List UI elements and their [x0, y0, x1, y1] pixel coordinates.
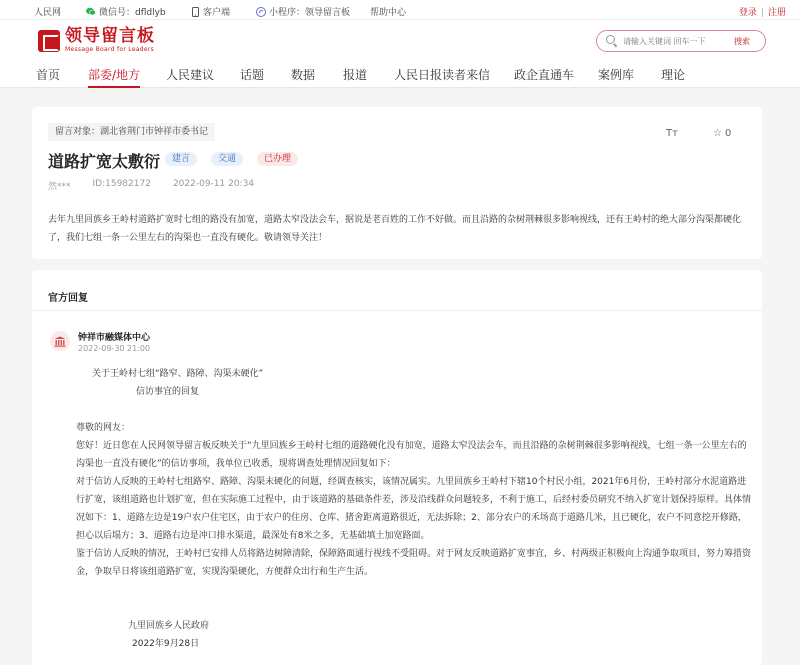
- message-target[interactable]: 留言对象：湖北省荆门市钟祥市委书记: [48, 123, 215, 141]
- help-label: 帮助中心: [370, 8, 407, 18]
- spacer: [76, 401, 752, 419]
- nav-readers-letters[interactable]: 人民日报读者来信: [394, 68, 491, 82]
- logo[interactable]: [38, 28, 155, 53]
- register-link[interactable]: 注册: [767, 8, 786, 18]
- logo-subtitle: Message Board for Leaders: [65, 46, 155, 53]
- reply-heading-line1: 关于王岭村七组“路窄、路障、沟渠未硬化”: [92, 369, 264, 379]
- wechat-icon: [86, 7, 96, 17]
- message-card: [32, 107, 762, 259]
- header: [0, 20, 800, 62]
- star-icon: ☆: [713, 128, 722, 139]
- search-box: [596, 30, 766, 52]
- logo-text: [65, 28, 155, 53]
- divider: [32, 310, 762, 311]
- reply-heading-line2: 信访事宜的回复: [136, 387, 200, 397]
- message-id: ID:15982172: [92, 179, 151, 189]
- reply-greeting: 尊敬的网友：: [76, 423, 131, 433]
- search-icon: [605, 34, 619, 48]
- government-building-icon: [50, 331, 70, 351]
- wechat-link[interactable]: [86, 5, 166, 18]
- site-link[interactable]: [34, 5, 61, 18]
- nav-theory[interactable]: 理论: [661, 68, 686, 82]
- main-nav: [0, 62, 800, 88]
- badge-status: 已办理: [257, 152, 298, 166]
- client-link[interactable]: [190, 5, 230, 18]
- message-date: 2022-09-11 20:34: [172, 179, 255, 189]
- reply-paragraph-1: 您好！近日您在人民网领导留言板反映关于“九里回族乡王岭村七组的道路硬化没有加宽，道路太窄没法会车，而且沿路的杂树荆棘很多影响视线，七组一条一公里左右的沟渠也一直没有硬化”的信访事项，我单位已收悉，现将调查处理情况回复如下：: [76, 441, 747, 469]
- nav-data[interactable]: 数据: [291, 68, 316, 82]
- nav-home[interactable]: 首页: [36, 68, 61, 82]
- like-count: 0: [724, 128, 732, 139]
- like-button[interactable]: [713, 128, 731, 139]
- nav-reports[interactable]: 报道: [343, 68, 368, 82]
- auth-separator: |: [760, 8, 764, 18]
- nav-people-suggestions[interactable]: 人民建议: [166, 68, 215, 82]
- font-size-button[interactable]: Tт: [666, 128, 678, 139]
- site-label: 人民网: [34, 8, 62, 18]
- client-label: 客户端: [203, 8, 231, 18]
- miniprogram-icon: [256, 7, 266, 17]
- badge-type: 建言: [165, 152, 197, 166]
- logo-icon: [38, 30, 60, 52]
- message-author: 然***: [48, 182, 71, 192]
- message-content: 去年九里回族乡王岭村道路扩宽时七组的路没有加宽，道路太窄没法会车，据说是老百姓的工作不好做。而且沿路的杂树荆棘很多影响视线，还有王岭村的绝大部分沟渠都硬化了，我们七组一条一公里左右的沟渠也一直没有硬化。敬请领导关注！: [48, 215, 742, 243]
- search-button[interactable]: 搜索: [734, 36, 750, 46]
- reply-paragraph-2: 对于信访人反映的王岭村七组路窄、路障、沟渠未硬化的问题，经调查核实，该情况属实。九里回族乡王岭村下辖10个村民小组，2021年6月份，王岭村部分水泥道路进行扩宽，该组道路也计划扩宽，但在实际施工过程中，由于该道路的基础条件差，涉及沿线群众问题较多，不利于施工，后经村委员研究不纳入扩宽计划保持原样。具体情况如下：1、道路左边是19户农户住宅区，由于农户的住房、仓库、猪舍距离道路很近，无法拆除；2、部分农户的禾场高于道路几米，且已硬化，农户不同意挖开修路，担心以后塌方；3、道路右边是冲口排水渠道，最深处有8米之多，无基础填土加宽路面。: [76, 477, 752, 541]
- login-link[interactable]: 登录: [738, 8, 757, 18]
- nav-enterprise-channel[interactable]: 政企直通车: [514, 68, 575, 82]
- reply-time: 2022-09-30 21:00: [78, 344, 151, 353]
- phone-icon: [190, 7, 200, 17]
- message-meta: [48, 179, 254, 192]
- wechat-label: 微信号：dfldlyb: [99, 8, 166, 18]
- miniprogram-label: 小程序：领导留言板: [269, 8, 351, 18]
- spacer: [76, 581, 752, 599]
- message-badges: [165, 152, 298, 166]
- miniprogram-link[interactable]: [256, 5, 350, 18]
- top-bar: [0, 0, 800, 20]
- nav-ministries-local[interactable]: 部委/地方: [88, 66, 140, 88]
- search-input[interactable]: [623, 37, 728, 46]
- message-title: 道路扩宽太敷衍: [48, 152, 161, 171]
- badge-category: 交通: [211, 152, 243, 166]
- section-title: 官方回复: [48, 293, 88, 304]
- logo-title: 领导留言板: [65, 26, 155, 46]
- reply-signature-date: 2022年9月28日: [132, 639, 200, 649]
- official-reply-card: [32, 270, 762, 665]
- help-link[interactable]: [370, 5, 406, 18]
- reply-paragraph-3: 鉴于信访人反映的情况，王岭村已安排人员将路边树障清除，保障路面通行视线不受阻碍。对于网友反映道路扩宽事宜，乡、村两级正积极向上沟通争取项目，努力筹措资金，争取早日将该组道路扩宽，实现沟渠硬化，方便群众出行和生产生活。: [76, 549, 752, 577]
- auth-links: [737, 5, 788, 18]
- reply-signature-org: 九里回族乡人民政府: [128, 621, 210, 631]
- spacer: [76, 599, 752, 617]
- reply-body: [76, 365, 752, 653]
- nav-case-library[interactable]: 案例库: [598, 68, 635, 82]
- reply-org-name[interactable]: 钟祥市融媒体中心: [78, 333, 151, 343]
- nav-topics[interactable]: 话题: [240, 68, 265, 82]
